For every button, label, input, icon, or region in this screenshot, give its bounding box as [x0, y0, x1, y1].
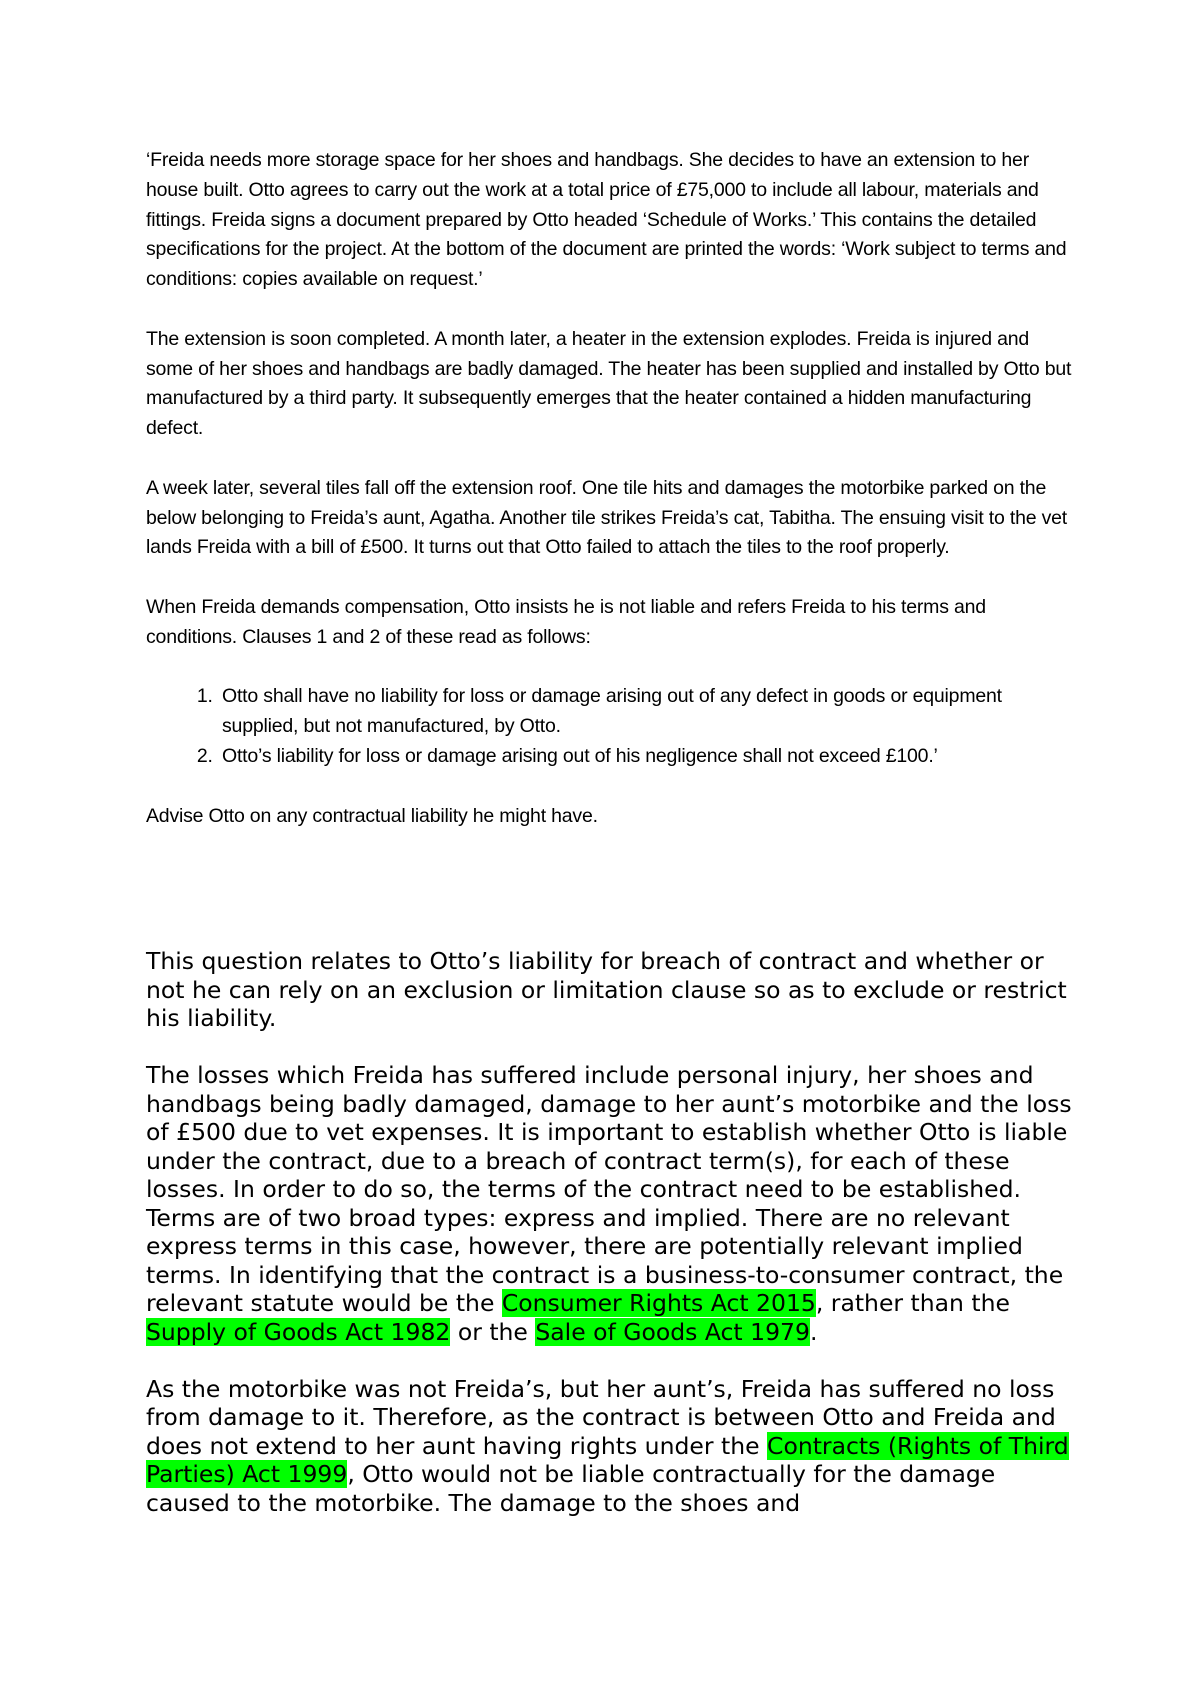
question-instruction: Advise Otto on any contractual liability he might have.	[146, 804, 598, 827]
highlighted-statute: Consumer Rights Act 2015	[501, 1289, 816, 1317]
clause-item: 1. Otto shall have no liability for loss or damage arising out of any defect in goods or equipment supplied, but not manufactured, by Otto.	[218, 682, 1076, 742]
answer-text: As the motorbike was not Freida’s, but her aunt’s, Freida has suffered no loss from damage to it. Therefore, as the contract is between Otto and Freida and does not extend to her aunt having rights under the	[146, 1374, 1056, 1460]
answer-text: or the	[450, 1317, 536, 1346]
highlighted-statute: Sale of Goods Act 1979	[535, 1317, 810, 1346]
answer-text: .	[809, 1317, 818, 1346]
highlighted-statute: Supply of Goods Act 1982	[146, 1317, 451, 1346]
answer-body	[146, 947, 1076, 1546]
answer-paragraph	[146, 1061, 1076, 1346]
question-paragraph: A week later, several tiles fall off the extension roof. One tile hits and damages the motorbike parked on the below belonging to Freida’s aunt, Agatha. Another tile strikes Freida’s cat, Tabitha. The ensuing visit to the vet lands Freida with a bill of £500. It turns out that Otto failed to attach the tiles to the roof properly.	[146, 476, 1067, 559]
question-paragraph: The extension is soon completed. A month later, a heater in the extension explodes. Freida is injured and some of her shoes and handbags are badly damaged. The heater has been supplied and installed by Otto but manufactured by a third party. It subsequently emerges that the heater contained a hidden manufacturing defect.	[146, 327, 1072, 440]
answer-text: , rather than the	[815, 1289, 1010, 1317]
clause-list	[146, 682, 1076, 771]
answer-paragraph: This question relates to Otto’s liability for breach of contract and whether or not he can rely on an exclusion or limitation clause so as to exclude or restrict his liability.	[146, 947, 1067, 1032]
answer-paragraph	[146, 1375, 1076, 1518]
answer-text: The losses which Freida has suffered include personal injury, her shoes and handbags being badly damaged, damage to her aunt’s motorbike and the loss of £500 due to vet expenses. It is important to establish whether Otto is liable under the contract, due to a breach of contract term(s), for each of these losses. In order to do so, the terms of the contract need to be established. Terms are of two broad types: express and implied. There are no relevant express terms in this case, however, there are potentially relevant implied terms. In identifying that the contract is a business-to-consumer contract, the relevant statute would be the	[146, 1061, 1072, 1317]
answer-text: , Otto would not be liable contractually for the damage caused to the motorbike. The damage to the shoes and	[146, 1460, 996, 1517]
highlighted-statute: Contracts (Rights of Third Parties) Act 1999	[146, 1431, 1069, 1488]
problem-question	[146, 146, 1076, 861]
clause-item: 2. Otto’s liability for loss or damage arising out of his negligence shall not exceed £100.’	[218, 742, 1076, 772]
question-paragraph: When Freida demands compensation, Otto insists he is not liable and refers Freida to his terms and conditions. Clauses 1 and 2 of these read as follows:	[146, 595, 986, 648]
question-paragraph: ‘Freida needs more storage space for her shoes and handbags. She decides to have an extension to her house built. Otto agrees to carry out the work at a total price of £75,000 to include all labour, materials and fittings. Freida signs a document prepared by Otto headed ‘Schedule of Works.’ This contains the detailed specifications for the project. At the bottom of the document are printed the words: ‘Work subject to terms and conditions: copies available on request.’	[146, 149, 1067, 291]
